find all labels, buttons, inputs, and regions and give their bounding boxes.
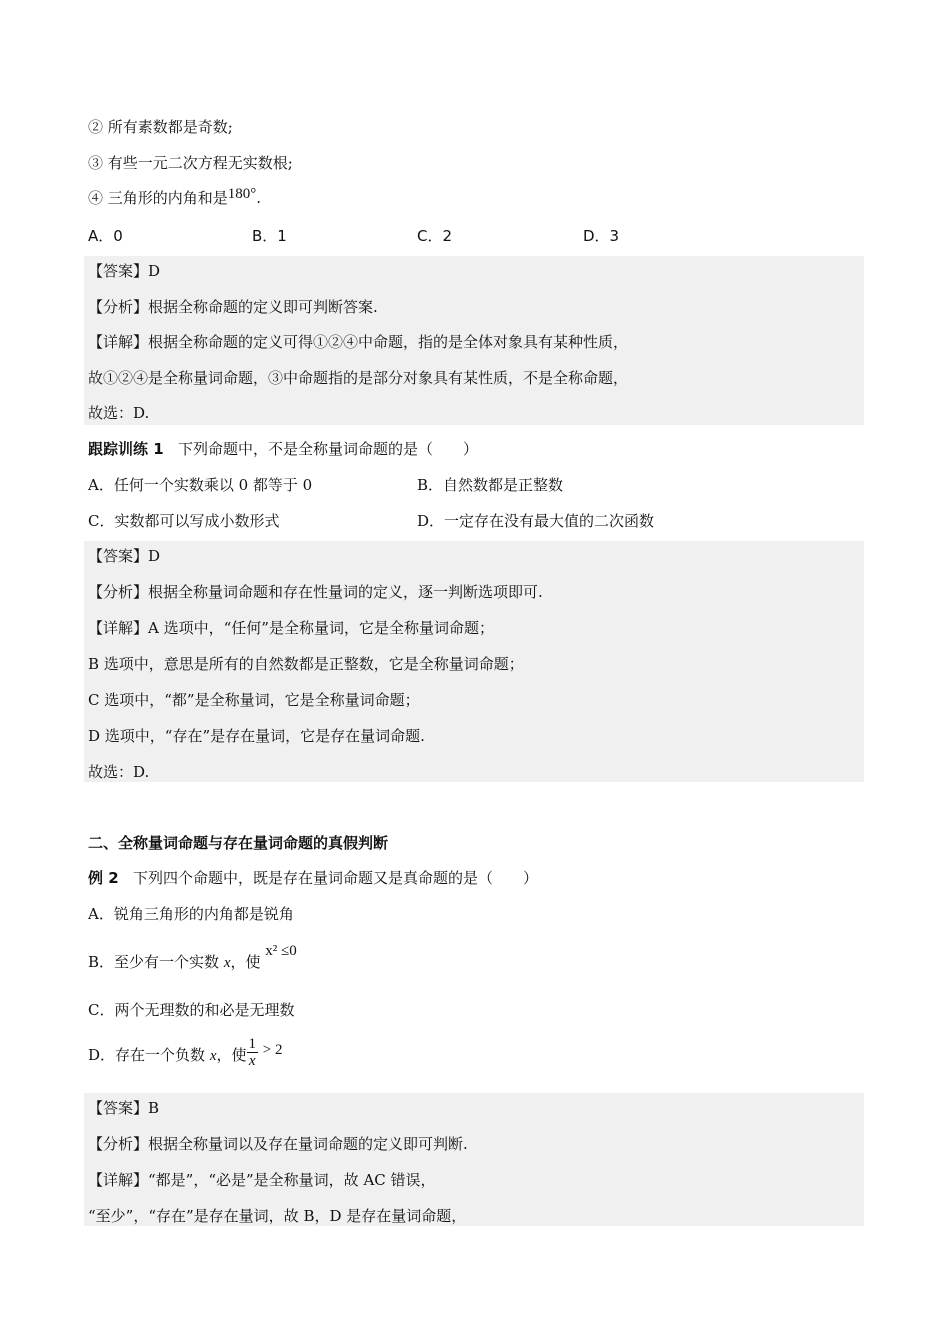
track-detail-2: B 选项中，意思是所有的自然数都是正整数，它是全称量词命题； <box>88 655 524 673</box>
track-option-a: A．任何一个实数乘以 0 都等于 0 <box>88 476 313 494</box>
ex2-option-d-text: D．存在一个负数 <box>88 1046 206 1064</box>
ex2-option-d-var: x <box>209 1048 217 1064</box>
track-detail-4: D 选项中，“存在”是存在量词，它是存在量词命题. <box>88 727 425 745</box>
track-detail-5: 故选：D. <box>88 763 150 781</box>
ex1-detail-3: 故选：D. <box>88 404 150 422</box>
fraction-denominator: x <box>248 1052 256 1069</box>
ex1-option-d: D．3 <box>583 227 620 245</box>
track-option-d: D．一定存在没有最大值的二次函数 <box>417 512 655 530</box>
ex2-option-b-var: x <box>223 955 231 971</box>
ex1-item-4-math: 180° <box>227 186 257 202</box>
ex1-analysis: 【分析】根据全称命题的定义即可判断答案. <box>88 298 378 316</box>
ex2-option-d-rhs: > 2 <box>262 1042 283 1058</box>
ex2-analysis: 【分析】根据全称量词以及存在量词命题的定义即可判断. <box>88 1135 468 1153</box>
ex2-option-a: A．锐角三角形的内角都是锐角 <box>88 905 294 923</box>
ex2-detail-1: 【详解】“都是”，“必是”是全称量词，故 AC 错误， <box>88 1171 436 1189</box>
ex1-option-b: B．1 <box>252 227 287 245</box>
ex2-option-d-mid: ，使 <box>216 1046 247 1064</box>
track-question-line <box>88 439 478 459</box>
ex1-item-3: ③ 有些一元二次方程无实数根; <box>88 154 293 172</box>
ex2-option-d-fraction <box>247 1036 259 1069</box>
section-2-heading: 二、全称量词命题与存在量词命题的真假判断 <box>88 834 389 852</box>
ex1-option-a: A．0 <box>88 227 123 245</box>
track-analysis: 【分析】根据全称量词命题和存在性量词的定义，逐一判断选项即可. <box>88 583 543 601</box>
ex2-question: 下列四个命题中，既是存在量词命题又是真命题的是（ ） <box>132 869 538 887</box>
ex2-option-c: C．两个无理数的和必是无理数 <box>88 1001 295 1019</box>
ex2-option-d <box>88 1035 283 1073</box>
ex1-detail-1: 【详解】根据全称命题的定义可得①②④中命题，指的是全体对象具有某种性质， <box>88 333 629 351</box>
ex1-answer: 【答案】D <box>88 262 161 280</box>
ex2-question-line <box>88 868 538 888</box>
ex2-option-b-math: x² ≤0 <box>265 943 297 959</box>
track-option-c: C．实数都可以写成小数形式 <box>88 512 280 530</box>
ex1-item-2: ② 所有素数都是奇数; <box>88 118 233 136</box>
ex1-item-4-suffix: . <box>256 189 262 207</box>
track-question: 下列命题中，不是全称量词命题的是（ ） <box>177 440 478 458</box>
track-detail-3: C 选项中，“都”是全称量词，它是全称量词命题； <box>88 691 420 709</box>
ex2-detail-2: “至少”，“存在”是存在量词，故 B，D 是存在量词命题， <box>88 1207 467 1225</box>
ex2-option-b-text: B．至少有一个实数 <box>88 953 220 971</box>
track-option-b: B．自然数都是正整数 <box>417 476 564 494</box>
track-detail-1: 【详解】A 选项中，“任何”是全称量词，它是全称量词命题； <box>88 619 494 637</box>
track-answer: 【答案】D <box>88 547 161 565</box>
track-label: 跟踪训练 1 <box>88 440 164 458</box>
ex2-option-b-mid: ，使 <box>230 953 261 971</box>
ex1-option-c: C．2 <box>417 227 453 245</box>
fraction-numerator: 1 <box>248 1035 256 1052</box>
ex2-answer: 【答案】B <box>88 1099 160 1117</box>
ex1-detail-2: 故①②④是全称量词命题，③中命题指的是部分对象具有某性质，不是全称命题， <box>88 369 629 387</box>
ex2-label: 例 2 <box>88 869 119 887</box>
ex1-item-4-text: ④ 三角形的内角和是 <box>88 189 228 207</box>
ex1-item-4 <box>88 188 261 209</box>
ex2-option-b <box>88 943 297 973</box>
